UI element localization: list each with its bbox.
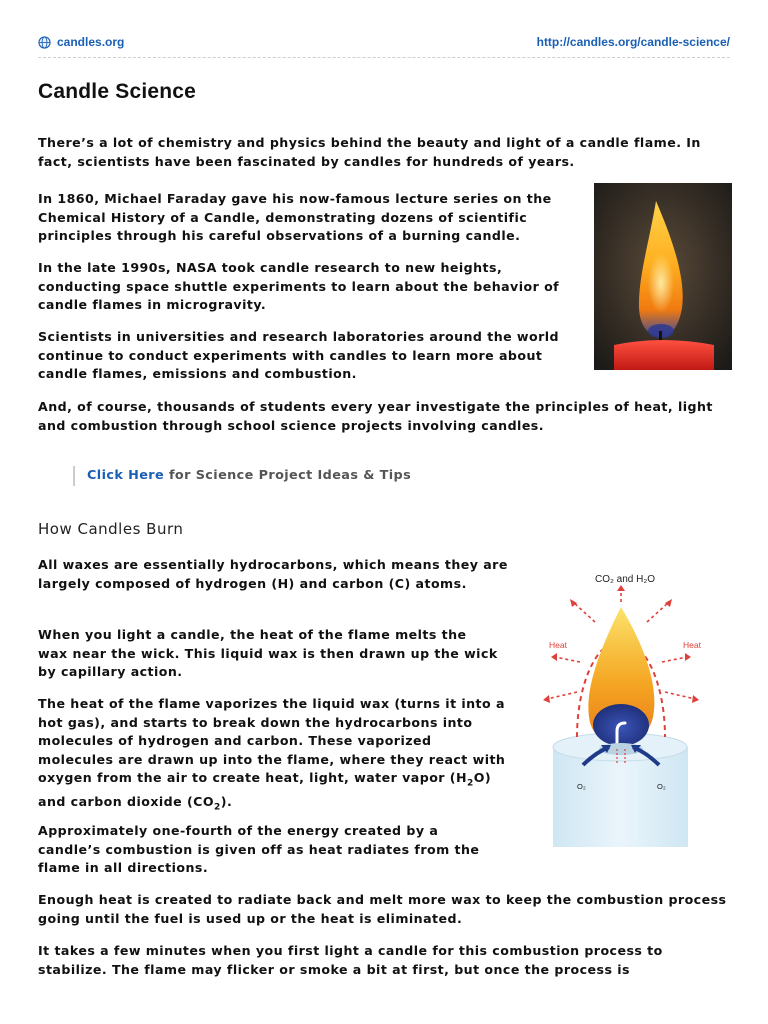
stabilize-paragraph: It takes a few minutes when you first light a candle for this combustion process to stabilize. The flame may flicker or smoke a bit at first, but once the process is [38,943,663,977]
o2-label-right: O₂ [657,782,666,791]
co2-subscript: 2 [214,802,221,813]
heat-label-right: Heat [683,640,701,650]
click-here-link[interactable]: Click Here [87,468,165,483]
universities-paragraph: Scientists in universities and research laboratories around the world continue to conduct experiments with candles to learn more about candle flames, emissions and combustion. [38,329,560,381]
h2o-subscript: 2 [466,778,474,789]
vaporization-text-main: The heat of the flame vaporizes the liquid wax (turns it into a hot gas), and starts to break down the hydrocarbons into molecules of hydrogen and carbon. These vaporized molecules are drawn up into the flame, where they react with oxygen from the air to create heat, light, water vapor (H [38,696,506,785]
nasa-paragraph: In the late 1990s, NASA took candle research to new heights, conducting space shuttle experiments to learn about the behavior of candle flames in microgravity. [38,260,560,312]
heat-paragraph: Enough heat is created to radiate back and melt more wax to keep the combustion process going until the fuel is used up or the heat is eliminated. [38,892,727,926]
page-title: Candle Science [38,80,197,103]
callout-text: for Science Project Ideas & Tips [164,468,412,483]
hydrocarbons-paragraph: All waxes are essentially hydrocarbons, which means they are largely composed of hydrogen (H) and carbon (C) atoms. [38,557,508,591]
melting-paragraph: When you light a candle, the heat of the flame melts the wax near the wick. This liquid wax is then drawn up the wick by capillary action. [38,627,498,679]
header-divider [38,57,730,58]
site-link[interactable] [38,35,124,49]
faraday-paragraph: In 1860, Michael Faraday gave his now-famous lecture series on the Chemical History of a Candle, demonstrating dozens of scientific principles through his careful observations of a burning candle. [38,191,552,243]
site-name[interactable]: candles.org [57,35,125,49]
page-header [38,32,730,54]
candle-combustion-diagram [525,567,745,852]
diagram-top-label: CO₂ and H₂O [594,574,656,585]
vaporization-text-mid: O) and carbon dioxide (CO [38,770,492,810]
page-url[interactable]: http://candles.org/candle-science/ [536,35,730,49]
science-project-callout [73,466,411,486]
energy-paragraph: Approximately one-fourth of the energy created by a candle’s combustion is given off as heat radiates from the flame in all directions. [38,823,480,875]
heat-label-left: Heat [549,640,567,650]
intro-paragraph: There’s a lot of chemistry and physics behind the beauty and light of a candle flame. In fact, scientists have been fascinated by candles for hundreds of years. [38,135,701,169]
o2-label-left: O₂ [577,782,586,791]
globe-icon [38,36,51,49]
students-paragraph: And, of course, thousands of students every year investigate the principles of heat, light and combustion through school science projects involving candles. [38,399,713,433]
vaporization-paragraph [38,695,508,817]
vaporization-text-end: ). [220,794,233,810]
section-heading: How Candles Burn [38,520,184,538]
candle-flame-photo [594,183,732,370]
